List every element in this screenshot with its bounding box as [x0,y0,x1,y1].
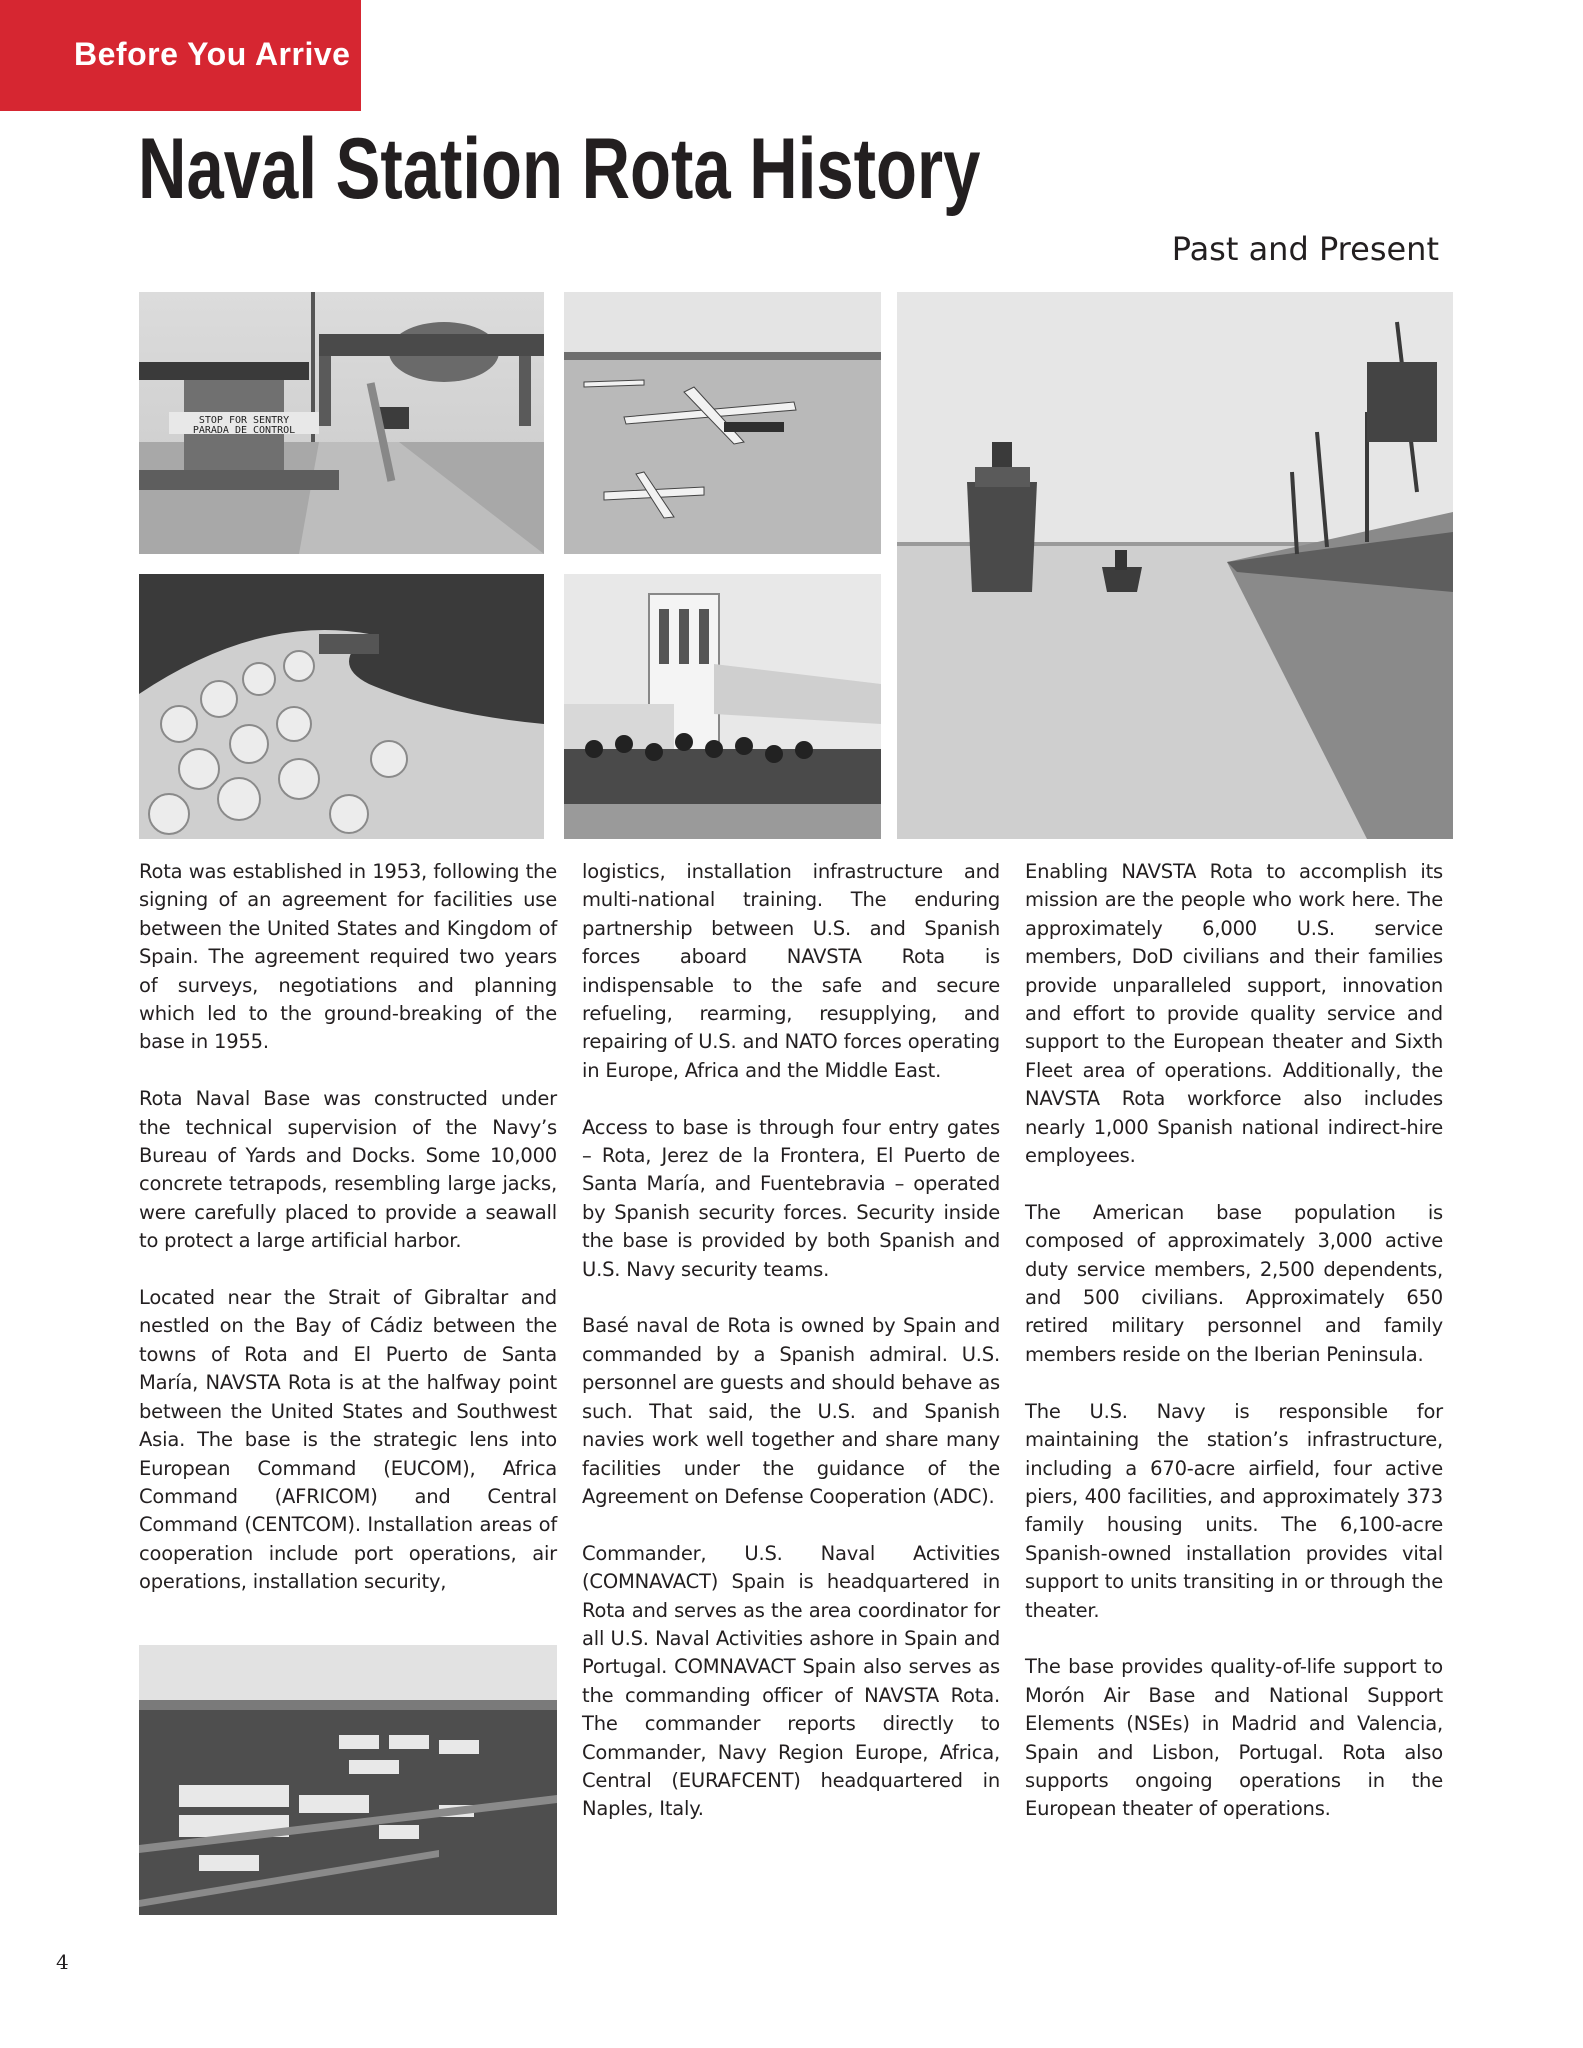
gate-sign-text-2: PARADA DE CONTROL [192,425,296,436]
column-1-paragraph: Rota was established in 1953, following the signing of an agreement for facilities use between the United States and Kingdom of Spain. The agreement required two years of surveys, negotiations and planning which led to the ground-breaking of the base in 1955. [139,860,557,1054]
column-1-paragraph: Located near the Strait of Gibraltar and nestled on the Bay of Cádiz between the towns of Rota and El Puerto de Santa María, NAVSTA Rota is at the halfway point between the United States and Southwest Asia. The base is the strategic lens into European Command (EUCOM), Africa Command (AFRICOM) and Central Command (CENTCOM). Installation areas of cooperation include port operations, air operations, installation security, [139,1286,557,1594]
photo-aerial-base [139,1645,557,1915]
column-1-paragraph: Rota Naval Base was constructed under the technical supervision of the Navy’s Bureau of Yards and Docks. Some 10,000 concrete tetrapods, resembling large jacks, were carefully placed to provide a seawall to protect a large artificial harbor. [139,1087,557,1253]
text-column-1 [139,858,557,1625]
page-title: Naval Station Rota History [138,121,981,217]
photo-airfield [564,292,881,554]
section-tab: Before You Arrive [0,0,361,111]
photo-entry-gate [139,292,544,554]
column-3-paragraph: The base provides quality-of-life support to Morón Air Base and National Support Elements (NSEs) in Madrid and Valencia, Spain and Lisbon, Portugal. Rota also supports ongoing operations in the European theater of operations. [1025,1655,1443,1821]
column-3-paragraph: The U.S. Navy is responsible for maintaining the station’s infrastructure, including a 670-acre airfield, four active piers, 400 facilities, and approximately 373 family housing units. The 6,100-acre Spanish-owned installation provides vital support to units transiting in or through the theater. [1025,1399,1443,1622]
page-number: 4 [56,1950,69,1974]
text-column-2 [582,858,1000,1852]
column-2-paragraph: Access to base is through four entry gates – Rota, Jerez de la Frontera, El Puerto de Santa María, and Fuentebravia – operated by Spanish security forces. Security inside the base is provided by both Spanish and U.S. Navy security teams. [582,1115,1000,1281]
photo-tetrapods [139,574,544,839]
column-3-paragraph: The American base population is composed of approximately 3,000 active duty service members, 2,500 dependents, and 500 civilians. Approximately 650 retired military personnel and family members reside on the Iberian Peninsula. [1025,1200,1443,1366]
gate-sign-text-1: STOP FOR SENTRY [198,415,290,426]
column-3-paragraph: Enabling NAVSTA Rota to accomplish its mission are the people who work here. The approximately 6,000 U.S. service members, DoD civilians and their families provide unparalleled support, innovation and effort to provide quality service and support to the European theater and Sixth Fleet area of operations. Additionally, the NAVSTA Rota workforce also includes nearly 1,000 Spanish national indirect-hire employees. [1025,860,1443,1168]
page-subtitle: Past and Present [1171,230,1439,268]
photo-tower-crowd [564,574,881,839]
text-column-3 [1025,858,1443,1852]
column-2-paragraph: logistics, installation infrastructure and multi-national training. The enduring partnership between U.S. and Spanish forces aboard NAVSTA Rota is indispensable to the safe and secure refueling, rearming, resupplying, and repairing of U.S. and NATO forces operating in Europe, Africa and the Middle East. [582,860,1000,1082]
photo-ship-pier [897,292,1453,839]
column-2-paragraph: Basé naval de Rota is owned by Spain and commanded by a Spanish admiral. U.S. personnel are guests and should behave as such. That said, the U.S. and Spanish navies work well together and share many facilities under the guidance of the Agreement on Defense Cooperation (ADC). [582,1314,1000,1508]
column-2-paragraph: Commander, U.S. Naval Activities (COMNAVACT) Spain is headquartered in Rota and serves as the area coordinator for all U.S. Naval Activities ashore in Spain and Portugal. COMNAVACT Spain also serves as the commanding officer of NAVSTA Rota. The commander reports directly to Commander, Navy Region Europe, Africa, Central (EURAFCENT) headquartered in Naples, Italy. [582,1541,1000,1821]
